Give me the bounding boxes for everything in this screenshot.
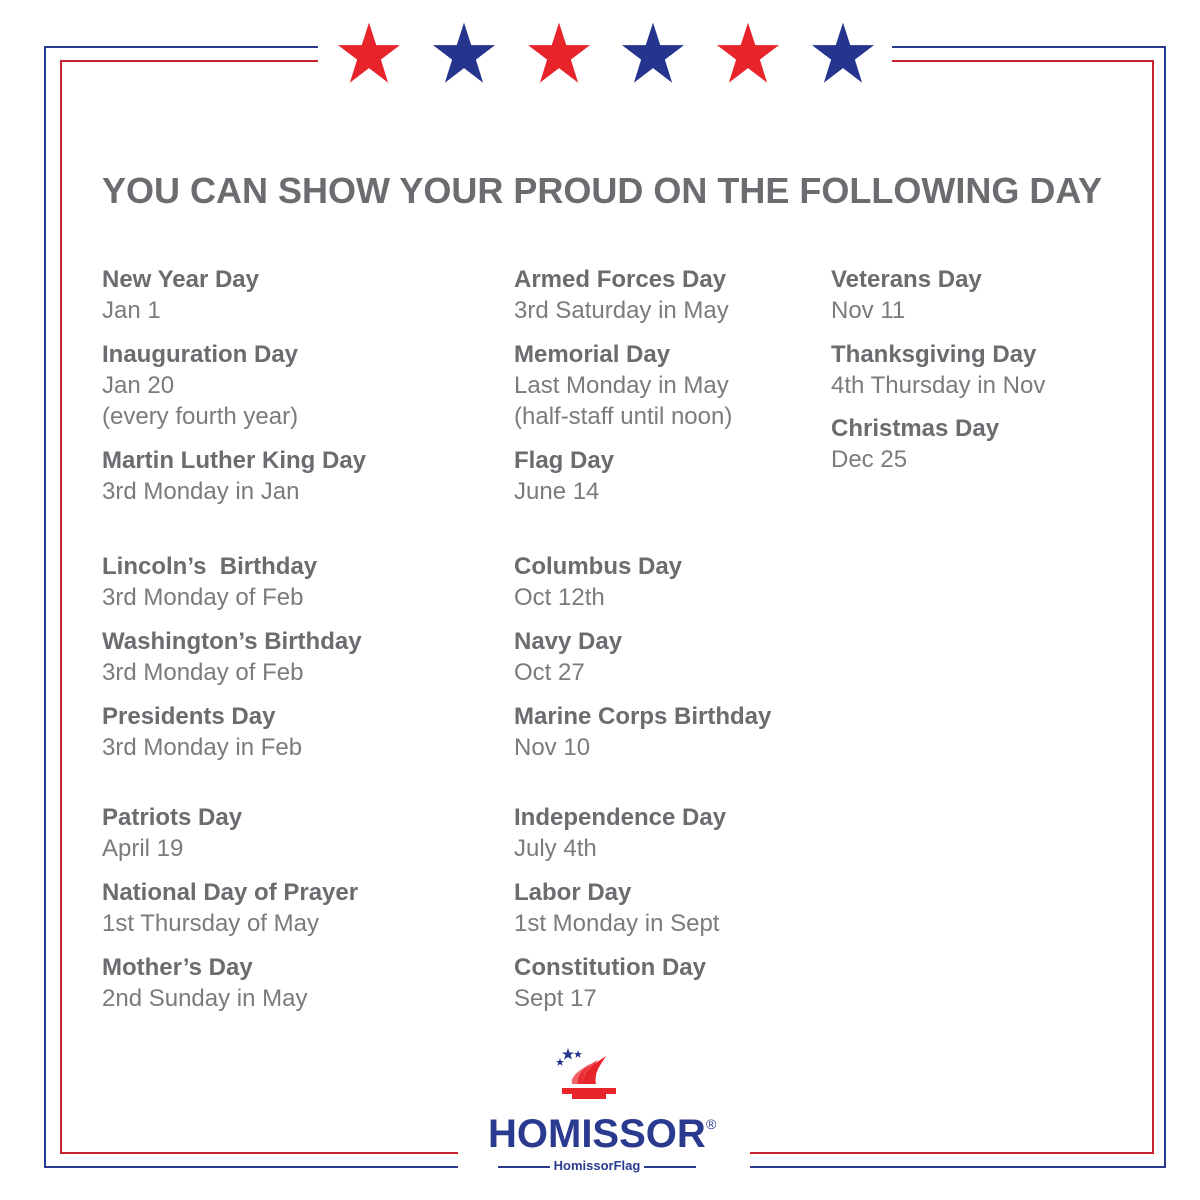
star-icon: [620, 20, 686, 86]
holiday-note: (every fourth year): [102, 403, 299, 430]
holiday-date: Jan 1: [102, 297, 161, 324]
holiday-name: National Day of Prayer: [102, 879, 359, 906]
holiday-item: [831, 264, 1151, 326]
holiday-item: [102, 802, 502, 864]
holiday-date: July 4th: [514, 835, 597, 862]
divider: [644, 1166, 696, 1168]
holiday-name: Flag Day: [514, 447, 615, 474]
holiday-note: (half-staff until noon): [514, 403, 733, 430]
holiday-date: 4th Thursday in Nov: [831, 372, 1046, 399]
holiday-date: Jan 20: [102, 372, 175, 399]
holiday-name: Presidents Day: [102, 703, 276, 730]
holiday-date: 2nd Sunday in May: [102, 985, 308, 1012]
holiday-item: [102, 551, 502, 613]
holiday-date: June 14: [514, 478, 600, 505]
holiday-date: 3rd Monday of Feb: [102, 584, 304, 611]
holiday-date: Nov 10: [514, 734, 591, 761]
star-icon: [810, 20, 876, 86]
brand-subtitle-text: HomissorFlag: [553, 1158, 641, 1173]
holiday-name: New Year Day: [102, 266, 259, 293]
holiday-date: Nov 11: [831, 297, 906, 324]
holiday-date: 3rd Saturday in May: [514, 297, 729, 324]
holiday-name: Inauguration Day: [102, 341, 299, 368]
holiday-name: Veterans Day: [831, 266, 982, 293]
holiday-name: Martin Luther King Day: [102, 447, 367, 474]
holiday-name: Constitution Day: [514, 954, 706, 981]
holiday-name: Independence Day: [514, 804, 727, 831]
holiday-name: Marine Corps Birthday: [514, 703, 772, 730]
holiday-name: Mother’s Day: [102, 954, 253, 981]
holiday-name: Thanksgiving Day: [831, 341, 1037, 368]
holiday-item: [514, 626, 914, 688]
holiday-item: [514, 701, 914, 763]
holiday-item: [514, 802, 914, 864]
holiday-item: [102, 445, 502, 507]
holiday-date: Oct 27: [514, 659, 585, 686]
holiday-date: April 19: [102, 835, 184, 862]
holiday-date: Sept 17: [514, 985, 597, 1012]
brand-subtitle: [488, 1158, 706, 1173]
holiday-item: [831, 413, 1151, 475]
holiday-item: [514, 877, 914, 939]
holiday-item: [831, 339, 1151, 401]
holiday-date: 1st Thursday of May: [102, 910, 319, 937]
holiday-name: Lincoln’s Birthday: [102, 553, 318, 580]
divider: [498, 1166, 550, 1168]
holiday-name: Navy Day: [514, 628, 623, 655]
holiday-date: 3rd Monday in Feb: [102, 734, 303, 761]
holiday-item: [102, 626, 502, 688]
holiday-item: [514, 551, 914, 613]
holiday-date: 1st Monday in Sept: [514, 910, 720, 937]
holiday-date: Dec 25: [831, 446, 908, 473]
holiday-date: Oct 12th: [514, 584, 605, 611]
holiday-item: [102, 264, 502, 326]
holiday-name: Labor Day: [514, 879, 632, 906]
brand-name: HOMISSOR: [488, 1112, 706, 1156]
star-row: [336, 18, 876, 88]
holiday-item: [102, 877, 502, 939]
flag-torch-icon: [554, 1044, 624, 1114]
brand-logo: [484, 1040, 724, 1180]
holiday-date: 3rd Monday of Feb: [102, 659, 304, 686]
star-icon: [526, 20, 592, 86]
holiday-date: Last Monday in May: [514, 372, 729, 399]
star-icon: [336, 20, 402, 86]
holiday-item: [102, 339, 502, 432]
registered-mark: ®: [706, 1116, 717, 1132]
holiday-name: Christmas Day: [831, 415, 1000, 442]
holiday-name: Washington’s Birthday: [102, 628, 362, 655]
holiday-name: Armed Forces Day: [514, 266, 727, 293]
star-icon: [715, 20, 781, 86]
page-title: YOU CAN SHOW YOUR PROUD ON THE FOLLOWING DAY: [102, 170, 1103, 211]
holiday-item: [102, 701, 502, 763]
holiday-name: Columbus Day: [514, 553, 683, 580]
holiday-item: [102, 952, 502, 1014]
holiday-item: [514, 952, 914, 1014]
holiday-date: 3rd Monday in Jan: [102, 478, 300, 505]
star-icon: [431, 20, 497, 86]
holiday-name: Patriots Day: [102, 804, 243, 831]
holiday-name: Memorial Day: [514, 341, 671, 368]
